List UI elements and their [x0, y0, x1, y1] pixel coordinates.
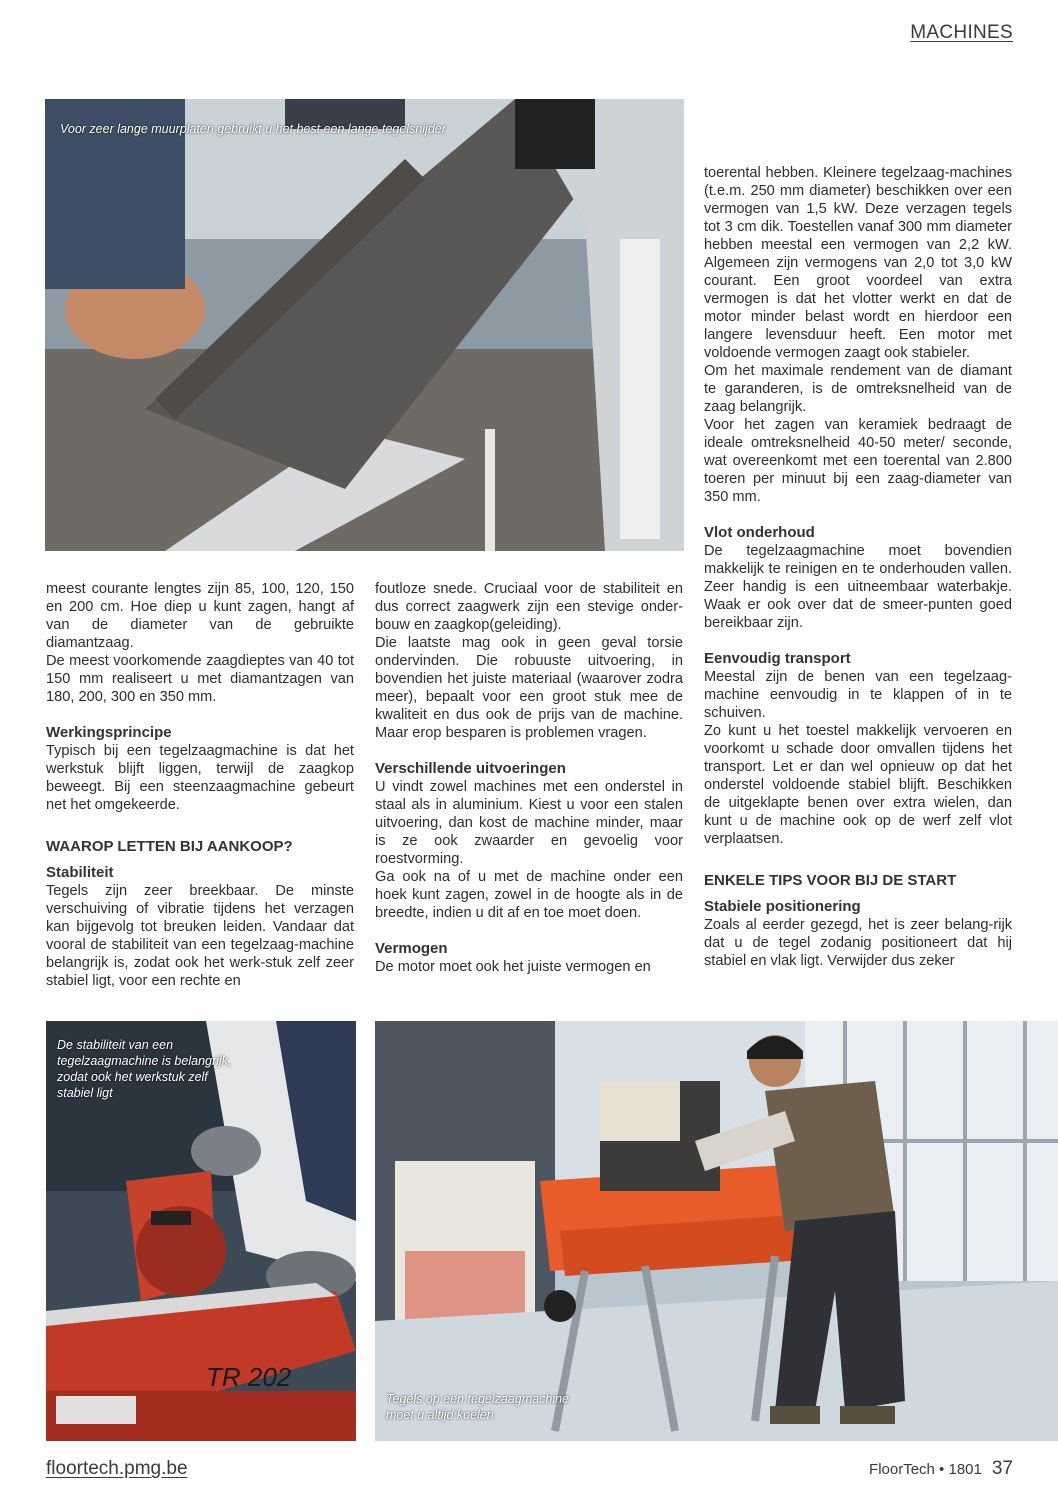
paragraph: meest courante lengtes zijn 85, 100, 120, 150 en 200 cm. Hoe diep u kunt zagen, hangt af van de diameter van de gebruikte diamantzaag. — [46, 581, 354, 651]
text-column-1 — [46, 580, 354, 990]
photo-caption-top: Voor zeer lange muurplaten gebruikt u het best een lange tegelsnijder — [60, 122, 446, 136]
paragraph: U vindt zowel machines met een onderstel in staal als in aluminium. Kiest u voor een stalen uitvoering, dan kost de machine minder, maar is ze ook zwaarder en gevoelig voor roestvorming. — [375, 779, 683, 867]
subheading-positionering: Stabiele positionering — [704, 898, 861, 915]
page-number: 37 — [991, 1458, 1013, 1479]
paragraph: Meestal zijn de benen van een tegelzaag-machine eenvoudig in te klappen of in te schuiven. — [704, 669, 1012, 721]
paragraph: Zo kunt u het toestel makkelijk vervoeren en voorkomt u schade door omvallen tijdens het transport. Let er dan wel opnieuw op dat het onderstel voldoende stabiel blijft. Beschikken de uitgeklapte benen over extra wielen, dan kunt u de machine ook op de werf zelf vlot verplaatsen. — [704, 723, 1012, 847]
section-label: MACHINES — [910, 22, 1013, 43]
paragraph: Typisch bij een tegelzaagmachine is dat het werkstuk blijft liggen, terwijl de zaagkop beweegt. Bij een steenzaagmachine gebeurt net het omgekeerde. — [46, 743, 354, 813]
paragraph: toerental hebben. Kleinere tegelzaag-machines (t.e.m. 250 mm diameter) beschikken over een vermogen van 1,5 kW. Deze verzagen tegels tot 3 cm dik. Toestellen vanaf 300 mm diameter hebben meestal een vermogen van 2,2 kW. Algemeen zijn vermogens van 2,0 tot 3,0 kW courant. Een groot voordeel van extra vermogen is dat het vlotter werkt en dat de motor minder belast wordt en hierdoor een langere levensduur heeft. Een motor met voldoende vermogen zaagt ook stabieler. — [704, 165, 1012, 361]
paragraph: Om het maximale rendement van de diamant te garanderen, is de omtreksnelheid van de zaag belangrijk. — [704, 363, 1012, 415]
paragraph: Zoals al eerder gezegd, het is zeer belang-rijk dat u de tegel zodanig positioneert dat hij stabiel en vlak ligt. Verwijder dus zeker — [704, 917, 1012, 969]
paragraph: De tegelzaagmachine moet bovendien makkelijk te reinigen en te onderhouden vallen. Zeer handig is een uitneembaar waterbakje. Waak er ook over dat de smeer-punten goed bereikbaar zijn. — [704, 543, 1012, 631]
paragraph: Ga ook na of u met de machine onder een hoek kunt zagen, zowel in de hoogte als in de breedte, indien u dit af en toe moet doen. — [375, 869, 683, 921]
heading-tips: ENKELE TIPS VOOR BIJ DE START — [704, 872, 957, 889]
heading-aankoop: WAAROP LETTEN BIJ AANKOOP? — [46, 838, 293, 855]
machine-model-label: TR 202 — [206, 1362, 292, 1392]
subheading-vermogen: Vermogen — [375, 940, 448, 957]
photo-worker-orange-saw — [375, 1021, 1058, 1441]
photo-tile-cutter — [45, 99, 684, 551]
paragraph: Tegels zijn zeer breekbaar. De minste verschuiving of vibratie tijdens het verzagen kan bijgevolg tot breuken leiden. Vandaar dat vooral de stabiliteit van een tegelzaag-machine belangrijk is, zodat ook het werk-stuk zelf zeer stabiel ligt, voor een rechte en — [46, 883, 354, 989]
text-column-2 — [375, 580, 683, 976]
footer-website-link[interactable]: floortech.pmg.be — [46, 1458, 188, 1479]
text-column-3 — [704, 164, 1012, 970]
subheading-werkingsprincipe: Werkingsprincipe — [46, 724, 172, 741]
subheading-stabiliteit: Stabiliteit — [46, 864, 114, 881]
subheading-onderhoud: Vlot onderhoud — [704, 524, 815, 541]
paragraph: Die laatste mag ook in geen geval torsie ondervinden. Die robuuste uitvoering, in bovendien het juiste materiaal (waarover zodra meer), bepaalt voor een groot stuk mee de kwaliteit en dus ook de prijs van de machine. Maar erop besparen is problemen vragen. — [375, 635, 683, 741]
magazine-issue: FloorTech • 1801 — [869, 1461, 982, 1478]
paragraph: De motor moet ook het juiste vermogen en — [375, 959, 651, 975]
photo-caption-bottom-left: De stabiliteit van een tegelzaagmachine is belangrijk, zodat ook het werkstuk zelf stabiel ligt — [57, 1038, 232, 1100]
photo-caption-bottom-right: Tegels op een tegelzaagmachine moet u altijd koelen — [386, 1392, 570, 1422]
subheading-transport: Eenvoudig transport — [704, 650, 851, 667]
paragraph: foutloze snede. Cruciaal voor de stabiliteit en dus correct zaagwerk zijn een stevige onder-bouw en zaagkop(geleiding). — [375, 581, 683, 633]
paragraph: Voor het zagen van keramiek bedraagt de ideale omtreksnelheid 40-50 meter/ seconde, wat overeenkomt met een toerental van 2.800 toeren per minuut bij een zaag-diameter van 350 mm. — [704, 417, 1012, 505]
paragraph: De meest voorkomende zaagdieptes van 40 tot 150 mm realiseert u met diamantzagen van 180, 200, 300 en 350 mm. — [46, 653, 354, 705]
footer-issue — [869, 1458, 1013, 1480]
subheading-uitvoeringen: Verschillende uitvoeringen — [375, 760, 566, 777]
